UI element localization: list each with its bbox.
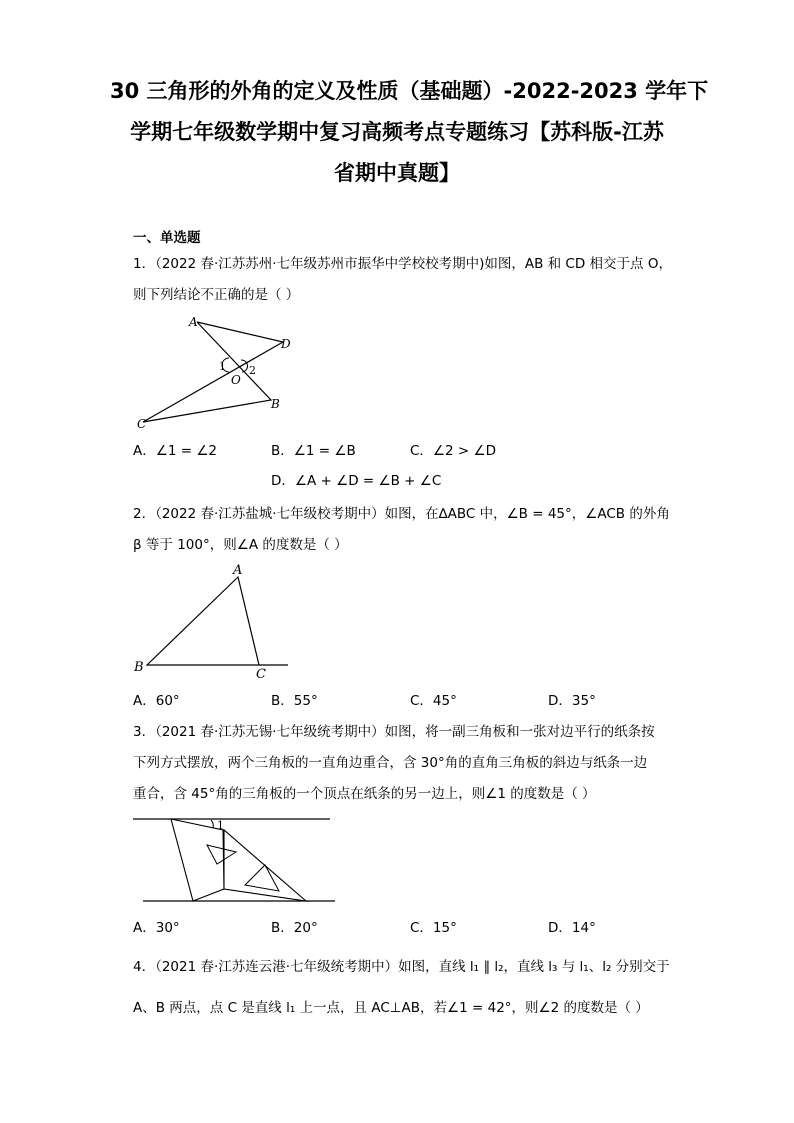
q1-option-a[interactable]: A．∠1 = ∠2 xyxy=(133,443,218,459)
q2-option-c[interactable]: C．45° xyxy=(410,693,457,709)
q1-label-d: D xyxy=(281,337,291,351)
section-title: 一、单选题 xyxy=(133,230,201,246)
q3-triangle-45-hole xyxy=(245,865,279,891)
q1-line-1: 1．（2022 春·江苏苏州·七年级苏州市振华中学校校考期中)如图，AB 和 CD 相交于点 O， xyxy=(133,256,672,272)
q2-label-a: A xyxy=(233,563,243,578)
q2-line-1: 2．（2022 春·江苏盐城·七年级校考期中）如图，在∆ABC 中，∠B = 45°，∠ACB 的外角 xyxy=(133,506,670,522)
q2-option-b[interactable]: B．55° xyxy=(271,693,318,709)
q4-line-1: 4．（2021 春·江苏连云港·七年级统考期中）如图，直线 l₁ ∥ l₂，直线 l₃ 与 l₁、l₂ 分别交于 xyxy=(133,959,670,975)
q3-option-b[interactable]: B．20° xyxy=(271,920,318,936)
q3-option-a[interactable]: A．30° xyxy=(133,920,180,936)
q3-option-d[interactable]: D．14° xyxy=(548,920,596,936)
title-line-2: 学期七年级数学期中复习高频考点专题练习【苏科版-江苏 xyxy=(130,120,664,144)
q2-line-2: β 等于 100°，则∠A 的度数是（ ） xyxy=(133,537,348,553)
q1-figure-lines xyxy=(143,322,283,422)
q1-label-1: 1 xyxy=(219,360,226,373)
q1-label-b: B xyxy=(271,397,280,411)
q1-line-2: 则下列结论不正确的是（ ） xyxy=(133,287,300,303)
q3-triangle-30-hole xyxy=(207,845,236,864)
q1-label-a: A xyxy=(189,315,198,329)
q2-triangle xyxy=(147,577,259,665)
q1-option-d[interactable]: D．∠A + ∠D = ∠B + ∠C xyxy=(271,473,442,489)
q1-option-c[interactable]: C．∠2 > ∠D xyxy=(410,443,497,459)
q1-label-c: C xyxy=(137,417,147,431)
q2-figure xyxy=(133,560,303,685)
q3-angle-1-arc xyxy=(211,820,213,828)
q2-label-b: B xyxy=(134,660,144,675)
q1-option-b[interactable]: B．∠1 = ∠B xyxy=(271,443,356,459)
q2-option-d[interactable]: D．35° xyxy=(548,693,596,709)
title-line-3: 省期中真题】 xyxy=(334,161,460,185)
q4-line-2: A、B 两点，点 C 是直线 l₁ 上一点，且 AC⊥AB，若∠1 = 42°，则∠2 的度数是（ ） xyxy=(133,1000,649,1016)
q2-label-c: C xyxy=(256,667,266,682)
title-line-1: 30 三角形的外角的定义及性质（基础题）-2022-2023 学年下 xyxy=(110,79,709,103)
q1-figure xyxy=(133,312,303,430)
q3-option-c[interactable]: C．15° xyxy=(410,920,457,936)
q3-figure xyxy=(133,812,338,907)
q1-label-2: 2 xyxy=(249,364,256,377)
q2-option-a[interactable]: A．60° xyxy=(133,693,180,709)
q3-line-1: 3．（2021 春·江苏无锡·七年级统考期中）如图，将一副三角板和一张对边平行的纸条按 xyxy=(133,724,655,740)
q3-line-3: 重合，含 45°角的三角板的一个顶点在纸条的另一边上，则∠1 的度数是（ ） xyxy=(133,786,596,802)
q3-label-1: 1 xyxy=(217,819,224,832)
q1-label-o: O xyxy=(231,373,241,387)
q3-line-2: 下列方式摆放，两个三角板的一直角边重合，含 30°角的直角三角板的斜边与纸条一边 xyxy=(133,755,648,771)
